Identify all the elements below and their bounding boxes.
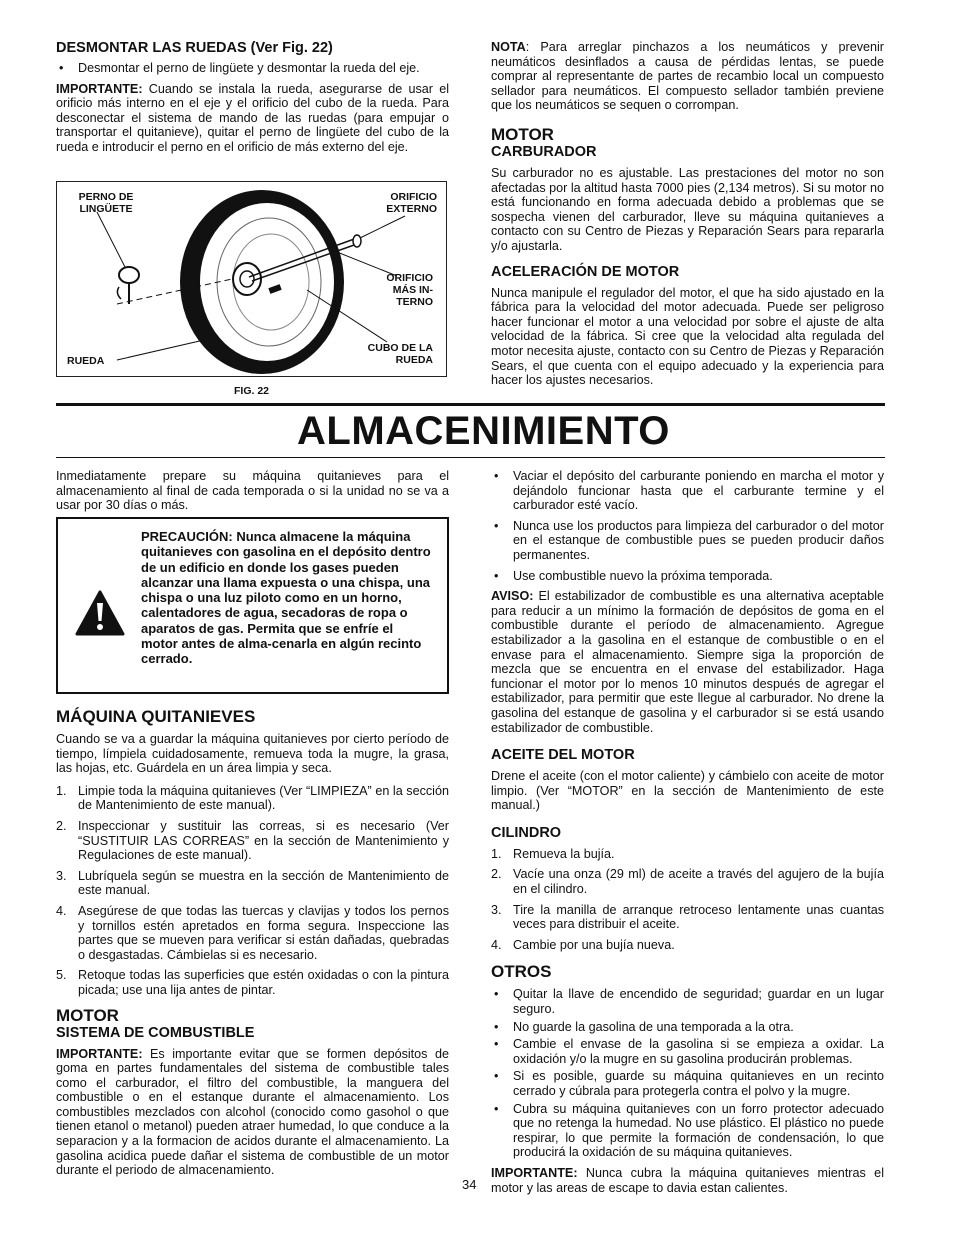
list-item: 1. Limpie toda la máquina quitanieves (Ver “LIMPIEZA” en la sección de Mantenimiento de este manual). bbox=[56, 783, 449, 813]
importante-final: IMPORTANTE: Nunca cubra la máquina quitanieves mientras el motor y las areas de escape to davia estan calientes. bbox=[491, 1165, 884, 1195]
aviso-paragraph: AVISO: El estabilizador de combustible es una alternativa aceptable para reducir a un mínimo la formación de depósitos de goma en el combustible durante el período de almacenamiento. Agregue estabilizador a la gasolina en el estanque de combustible o en el envase para el almacenamiento. Siempre siga la proporción de mezcla que se encuentra en el envase del estabilizador. Haga funcionar el motor por lo menos 10 minutos después de agregar el estabilizador, para permitir que este llegue al carburador. No drene la gasolina del estanque de gasolina y el carburador si se está usando estabilizador de combustible. bbox=[491, 589, 884, 735]
warning-box bbox=[56, 517, 449, 694]
list-item: • Quitar la llave de encendido de seguridad; guardar en un lugar seguro. bbox=[491, 987, 884, 1016]
left-bottom-column bbox=[56, 707, 449, 1184]
page-title: ALMACENIMIENTO bbox=[297, 409, 670, 453]
title-top-rule bbox=[56, 403, 885, 406]
otros-bullets bbox=[491, 987, 884, 1160]
list-item: 5. Retoque todas las superficies que estén oxidadas o con la pintura picada; use una lija antes de pintar. bbox=[56, 968, 449, 997]
list-item: • Vaciar el depósito del carburante poniendo en marcha el motor y dejándolo funcionar hasta que el carburante termine y el carburador esté vacío. bbox=[491, 469, 884, 513]
list-item: • Use combustible nuevo la próxima temporada. bbox=[491, 569, 884, 584]
list-item: • No guarde la gasolina de una temporada a la otra. bbox=[491, 1020, 884, 1035]
intro-text: Inmediatamente prepare su máquina quitanieves para el almacenamiento al final de cada temporada o si la unidad no se va a usar por 30 días o más. bbox=[56, 469, 449, 513]
maquina-heading: MÁQUINA QUITANIEVES bbox=[56, 707, 256, 726]
right-top-column bbox=[491, 40, 884, 394]
list-item: 2. Vacíe una onza (29 ml) de aceite a través del agujero de la bujía en el cilindro. bbox=[491, 867, 884, 897]
importante-label: IMPORTANTE: bbox=[56, 1046, 143, 1061]
label-orificio-externo: ORIFICIO EXTERNO bbox=[386, 191, 437, 215]
aceleracion-text: Nunca manipule el regulador del motor, el que ha sido ajustado en la fábrica para la velocidad del motor adecuada. Puede ser peligroso hacer funcionar el motor a una velocidad por sobre el ajuste de alta velocidad de la fábrica. Si cree que la velocidad alta regulada del motor necesita ajuste, contacto con su Centro de Piezas y Reparación Sears, el que cuenta con el equipo adecuado y la experiencia para hacer los ajustes necesarios. bbox=[491, 285, 884, 388]
motor-heading-2: MOTOR bbox=[56, 1005, 119, 1025]
desmontar-heading: DESMONTAR LAS RUEDAS (Ver Fig. 22) bbox=[56, 40, 333, 56]
nota-paragraph bbox=[491, 40, 884, 113]
cilindro-steps bbox=[491, 847, 884, 953]
maquina-text: Cuando se va a guardar la máquina quitanieves por cierto período de tiempo, límpiela cuidadosamente, remueva toda la mugre, la grasa, las hojas, etc. Guárdela en un área limpia y seca. bbox=[56, 732, 449, 776]
list-item: 4. Cambie por una bujía nueva. bbox=[491, 937, 675, 952]
label-cubo: CUBO DE LA RUEDA bbox=[367, 342, 433, 366]
aviso-label: AVISO: bbox=[491, 589, 534, 604]
list-item: 4. Asegúrese de que todas las tuercas y clavijas y todos los pernos y tornillos estén apretados en forma segura. Inspeccione las partes que se mueven para verificar si están dañadas, quebradas o desgastadas. Cámbielas si es necesario. bbox=[56, 903, 449, 962]
importante-text: Cuando se instala la rueda, asegurarse de usar el orificio más interno en el eje y el orificio del cubo de la rueda. Para desconectar el sistema de mando de las ruedas (para empujar o transportar el quitanieve), quitar el perno de lingüete del cubo de la rueda e introducir el perno en el orificio de más externo del eje. bbox=[56, 81, 449, 154]
maquina-steps bbox=[56, 784, 449, 998]
right-bottom-column bbox=[491, 469, 884, 1201]
carburador-heading: CARBURADOR bbox=[491, 143, 597, 160]
aceleracion-heading: ACELERACIÓN DE MOTOR bbox=[491, 263, 680, 280]
vaciar-bullets bbox=[491, 469, 884, 583]
list-item: • Si es posible, guarde su máquina quitanieves en un recinto cerrado y cúbrala para protegerla contra el polvo y la mugre. bbox=[491, 1069, 884, 1098]
list-item: 2. Inspeccionar y sustituir las correas, si es necesario (Ver “SUSTITUIR LAS CORREAS” en la sección de Mantenimiento y Regulaciones de este manual). bbox=[56, 818, 449, 863]
list-item: • Nunca use los productos para limpieza del carburador o del motor en el estanque de combustible pues se pueden producir daños permanentes. bbox=[491, 519, 884, 563]
importante-paragraph bbox=[56, 82, 449, 155]
list-item: 3. Lubríquela según se muestra en la sección de Mantenimiento de este manual. bbox=[56, 868, 449, 898]
left-intro bbox=[56, 469, 449, 519]
list-item: • Cambie el envase de la gasolina si se empieza a oxidar. La oxidación y/o la mugre en su gasolina producirán problemas. bbox=[491, 1037, 884, 1066]
page-number: 34 bbox=[462, 1177, 477, 1192]
desmontar-bullets bbox=[56, 61, 449, 76]
nota-text: : Para arreglar pinchazos a los neumáticos y prevenir neumáticos desinflados a causa de pérdidas lentas, se puede comprar al representante de partes de recambio local un compuesto sellador para neumáticos. El compuesto sellador también previene que los neumáticos se sequen o corrompan. bbox=[491, 40, 884, 113]
warning-icon bbox=[74, 589, 126, 637]
list-item: 3. Tire la manilla de arranque retroceso lentamente unas cuantas veces para distribuir el aceite. bbox=[491, 902, 884, 932]
label-orificio-interno: ORIFICIO MÁS IN- TERNO bbox=[386, 272, 433, 308]
carburador-text: Su carburador no es ajustable. Las prestaciones del motor no son afectadas por la altitud hasta 7000 pies (2,134 metros). Si su motor no está funcionando en forma adecuada debido a problemas que se sospecha vienen del carburador, lleve su máquina quitanieves a contacto con su Centro de Piezas y Reparación Sears para repararla y/o ajustarla. bbox=[491, 165, 884, 253]
label-perno: PERNO DE LINGÜETE bbox=[78, 191, 134, 215]
list-item: • Cubra su máquina quitanieves con un forro protector adecuado que no retenga la humedad. No use plástico. El plástico no puede respirar, lo que permite la formación de condensación, lo que producirá la oxidación de su máquina quitanieves. bbox=[491, 1102, 884, 1160]
aceite-heading: ACEITE DEL MOTOR bbox=[491, 747, 635, 764]
importante-label: IMPORTANTE: bbox=[56, 81, 143, 96]
title-bottom-rule bbox=[56, 457, 885, 458]
figure-caption: FIG. 22 bbox=[233, 385, 269, 397]
figure-22 bbox=[56, 181, 447, 377]
cilindro-heading: CILINDRO bbox=[491, 824, 562, 841]
aceite-text: Drene el aceite (con el motor caliente) y cámbielo con aceite de motor limpio. (Ver “MOTOR” en la sección de Mantenimiento de este manual.) bbox=[491, 769, 884, 813]
list-item: 1. Remueva la bujía. bbox=[491, 846, 615, 861]
otros-heading: OTROS bbox=[491, 962, 552, 982]
nota-label: NOTA bbox=[491, 40, 526, 54]
left-top-column bbox=[56, 40, 449, 161]
warning-text: PRECAUCIÓN: Nunca almacene la máquina quitanieves con gasolina en el depósito dentro de un edificio en donde los gases pueden alcanzar una llama expuesta o una chispa, una chispa o una luz piloto como en un horno, calentadores de agua, secadoras de ropa o aparatos de gas. Permita que se enfríe el motor antes de alma-cenarla en algún recinto cerrado. bbox=[141, 529, 431, 667]
motor-heading: MOTOR bbox=[491, 124, 554, 144]
label-rueda: RUEDA bbox=[67, 355, 105, 367]
importante-label: IMPORTANTE: bbox=[491, 1165, 578, 1180]
list-item: • Desmontar el perno de lingüete y desmontar la rueda del eje. bbox=[56, 61, 449, 76]
sistema-heading: SISTEMA DE COMBUSTIBLE bbox=[56, 1024, 255, 1041]
sistema-text: IMPORTANTE: Es importante evitar que se formen depósitos de goma en partes fundamentales del sistema de combustible tales como el carburador, el filtro del combustible, la manguera del combustible o en el estanque durante el almacenamiento. Los combustibles mezclados con alcohol (conocido como gasohol o que tienen etanol o metanol) pueden atraer humedad, lo que conduce a la separacion y a la formacion de acidos durante el almacenamiento. La gasolina acidica puede dañar el sistema de combustible de un motor durante el periodo de almacenamiento. bbox=[56, 1046, 449, 1178]
